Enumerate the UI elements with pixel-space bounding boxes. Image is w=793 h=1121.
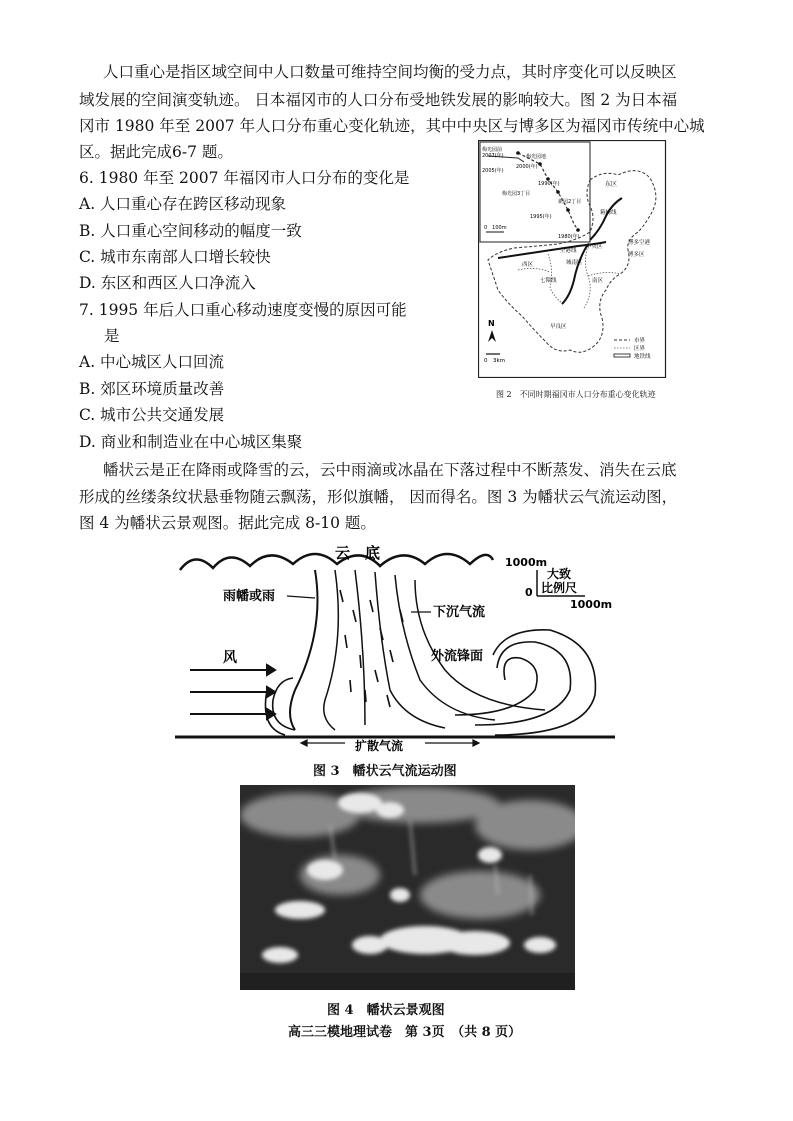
inset-scale: 0 100m [484,225,507,231]
scale-approx-label: 大致 [547,567,572,581]
question-7-stem: 7. 1995 年后人口重心移动速度变慢的原因可能 [79,301,407,319]
label-1980: 1980(年) [558,234,580,240]
passage2-line-3: 图 4 为幡状云景观图。据此完成 8-10 题。 [79,514,376,532]
wind-arrows [190,665,275,719]
figure-2-map [478,140,667,378]
passage1-line-4: 区。据此完成6-7 题。 [79,143,233,161]
virga-line [355,570,365,725]
legend-subway-line [614,354,630,357]
label-2000: 2000(年) [516,164,538,170]
cloud-base-label: 云 底 [335,544,381,562]
label-hakata: 博多区 [628,252,645,258]
label-hakata-airport: 博多空港 [628,240,651,246]
outflow-curl [493,630,595,735]
passage2-line-1: 幡状云是正在降雨或降雪的云，云中雨滴或冰晶在下落过程中不断蒸发、消失在云底 [103,461,677,479]
question-6-stem: 6. 1980 年至 2007 年福冈市人口分布的变化是 [79,169,410,187]
label-2007: 2007(年) [482,153,504,159]
label-chuo: 中央区 [586,244,603,250]
q7-option-a[interactable]: A. 中心城区人口回流 [79,353,225,371]
point-2007 [516,151,520,155]
point-2005 [538,162,542,166]
q7-option-b[interactable]: B. 郊区环境质量改善 [79,380,225,398]
legend-city: 市界 [634,338,646,344]
label-minami: 南区 [592,278,604,284]
figure-2-caption: 图 2 不同时期福冈市人口分布重心变化轨迹 [496,390,656,399]
virga-label: 雨幡或雨 [223,589,276,604]
downdraft-label: 下沉气流 [433,605,486,620]
virga-line [395,575,495,720]
q6-option-d[interactable]: D. 东区和西区人口净流入 [79,274,256,292]
label-sawara: 早良区 [550,324,567,330]
scale-1000m-vertical: 1000m [505,556,548,569]
label-1990: 1990(年) [538,181,560,187]
divergent-label: 扩散气流 [355,739,404,753]
label-hakozaki: 箱崎线 [600,210,617,216]
figure-3-diagram [175,540,625,755]
point-1990 [556,190,560,194]
virga-line [324,570,339,730]
label-kuko: 空港线 [560,248,577,254]
legend-ward: 区界 [634,346,646,352]
point-1995 [566,208,570,212]
scale-ratio-label: 比例尺 [541,581,578,595]
label-2005: 2005(年) [482,168,504,174]
figure-4-photo [240,785,575,990]
wind-label: 风 [223,650,237,666]
rain-streaks [340,590,403,707]
north-label: N [488,319,495,328]
label-1995: 1995(年) [530,214,552,220]
question-7-stem-cont: 是 [104,327,120,345]
page-footer: 高三三模地理试卷 第 3页 （共 8 页） [288,1025,522,1040]
outflow-curl [455,658,537,715]
q6-option-a[interactable]: A. 人口重心存在跨区移动现象 [79,195,287,213]
scale-zero-label: 0 [525,586,533,599]
virga-pointer [287,596,315,598]
point-1980 [576,228,580,232]
label-jonan: 城南区 [566,260,583,266]
passage1-line-2: 域发展的空间演变轨迹。 日本福冈市的人口分布受地铁发展的影响较大。图 2 为日本福 [79,91,678,109]
label-meiguang3: 梅光园3丁目 [502,191,531,197]
virga-line [415,580,545,710]
q7-option-c[interactable]: C. 城市公共交通发展 [79,406,225,424]
passage2-line-2: 形成的丝缕条纹状悬垂物随云飘荡，形似旗幡， 因而得名。图 3 为幡状云气流运动图， [79,488,678,506]
virga-left-edge [290,570,318,730]
label-line-meiguang2: 梅光园地 [526,154,547,160]
label-west: 西区 [522,262,534,268]
scale-1000m-horizontal: 1000m [570,598,613,611]
figure-4-caption: 图 4 幡状云景观图 [327,1003,445,1018]
legend-subway: 地铁线 [634,354,651,360]
label-line-meiguang: 梅光园前 [482,147,503,153]
label-nanakuma: 七隈线 [540,278,557,284]
scale-label: 0 3km [484,358,506,364]
label-xinyuan: 新园2丁目 [558,199,582,205]
photo-ground [240,973,575,990]
passage1-line-3: 冈市 1980 年至 2007 年人口分布重心变化轨迹，其中中央区与博多区为福冈市传统中心城 [79,117,705,135]
figure-3-caption: 图 3 幡状云气流运动图 [313,764,457,779]
outflow-label: 外流锋面 [431,649,484,664]
q6-option-c[interactable]: C. 城市东南部人口增长较快 [79,248,271,266]
passage1-line-1: 人口重心是指区域空间中人口数量可维持空间均衡的受力点，其时序变化可以反映区 [103,63,677,81]
q7-option-d[interactable]: D. 商业和制造业在中心城区集聚 [79,433,303,451]
q6-option-b[interactable]: B. 人口重心空间移动的幅度一致 [79,222,302,240]
label-east: 东区 [605,181,618,188]
